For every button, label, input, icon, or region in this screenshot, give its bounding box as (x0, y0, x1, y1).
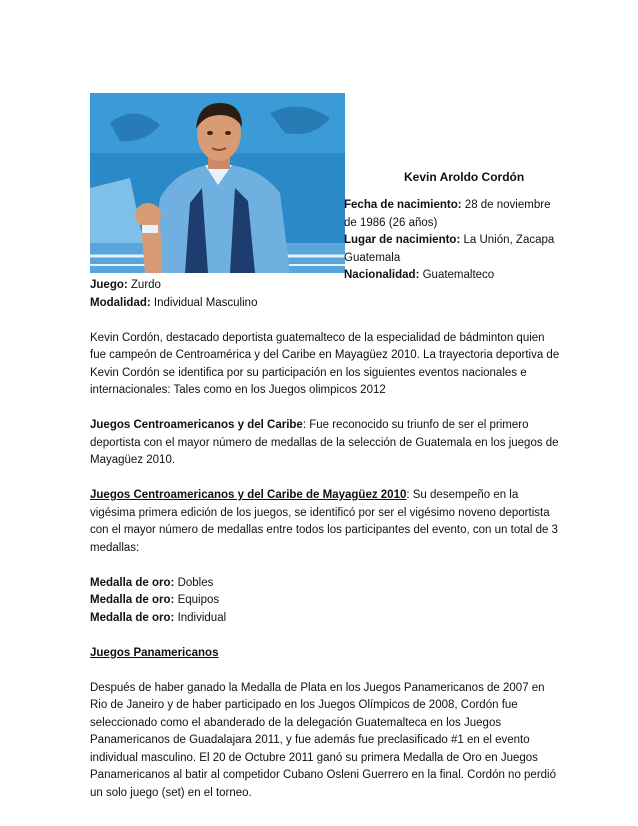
athlete-photo-illustration (90, 93, 345, 273)
birth-place-value: La Unión, Zacapa Guatemala (344, 234, 555, 264)
medal-label: Medalla de oro: (90, 594, 175, 606)
info-box (344, 197, 564, 285)
medal-value: Dobles (177, 576, 214, 589)
section-mayaguez (90, 487, 560, 557)
nationality-value: Guatemalteco (422, 269, 495, 281)
medal-row (90, 592, 560, 610)
game-row (90, 277, 560, 295)
athlete-photo (90, 93, 345, 273)
section-centroamericanos (90, 417, 560, 470)
intro-paragraph: Kevin Cordón, destacado deportista guatemalteco de la especialidad de bádminton quien fue campeón de Centroamérica y del Caribe en Mayagüez 2010. La trayectoria deportiva de Kevin Cordón se identifica por su participación en los siguientes eventos nacionales e internacionales: Tales como en los Juegos olimpicos 2012 (90, 331, 560, 396)
section-panamericanos-heading: Juegos Panamericanos (90, 646, 219, 659)
section-centroamericanos-text: : Fue reconocido su triunfo de ser el primero deportista con el mayor número de medallas de la selección de Guatemala en los juegos de Mayagüez 2010. (90, 419, 559, 466)
medal-label: Medalla de oro: (90, 576, 175, 589)
medal-value: Equipos (177, 594, 220, 606)
article-body (90, 277, 560, 802)
birth-date-value: 28 de noviembre de 1986 (26 años) (344, 199, 551, 229)
mode-value: Individual Masculino (153, 296, 258, 309)
mode-label: Modalidad: (90, 296, 151, 309)
birth-place-row (344, 232, 564, 267)
birth-date-row (344, 197, 564, 232)
mode-row (90, 295, 560, 313)
medal-row (90, 575, 560, 593)
medal-label: Medalla de oro: (90, 611, 175, 624)
game-label: Juego: (90, 279, 128, 291)
section-centroamericanos-heading: Juegos Centroamericanos y del Caribe (90, 419, 303, 431)
nationality-label: Nacionalidad: (344, 269, 420, 281)
medal-value: Individual (177, 611, 227, 624)
section-panamericanos-text: Después de haber ganado la Medalla de Plata en los Juegos Panamericanos de 2007 en Rio de Janeiro y de haber participado en los Juegos Olímpicos de 2008, Cordón fue seleccionado como el abanderado de la delegación Guatemalteca en los Juegos Panamericanos de Guadalajara 2011, y fue además fue preclasificado #1 en el evento individual masculino. El 20 de Octubre 2011 ganó su primera Medalla de Oro en Juegos Panamericanos al batir al competidor Cubano Osleni Guerrero en la final. Cordón no perdió un solo juego (set) en el torneo. (90, 681, 557, 799)
birth-date-label: Fecha de nacimiento: (344, 199, 462, 211)
section-mayaguez-heading: Juegos Centroamericanos y del Caribe de Mayagüez 2010 (90, 489, 407, 501)
birth-place-label: Lugar de nacimiento: (344, 234, 461, 246)
game-value: Zurdo (130, 279, 161, 291)
athlete-name: Kevin Aroldo Cordón (404, 170, 525, 184)
section-mayaguez-text: : Su desempeño en la vigésima primera edición de los juegos, se identificó por ser el vigésimo noveno deportista con el mayor número de medallas entre todos los participantes del evento, con un total de 3 medallas: (90, 489, 558, 554)
medal-row (90, 610, 560, 628)
